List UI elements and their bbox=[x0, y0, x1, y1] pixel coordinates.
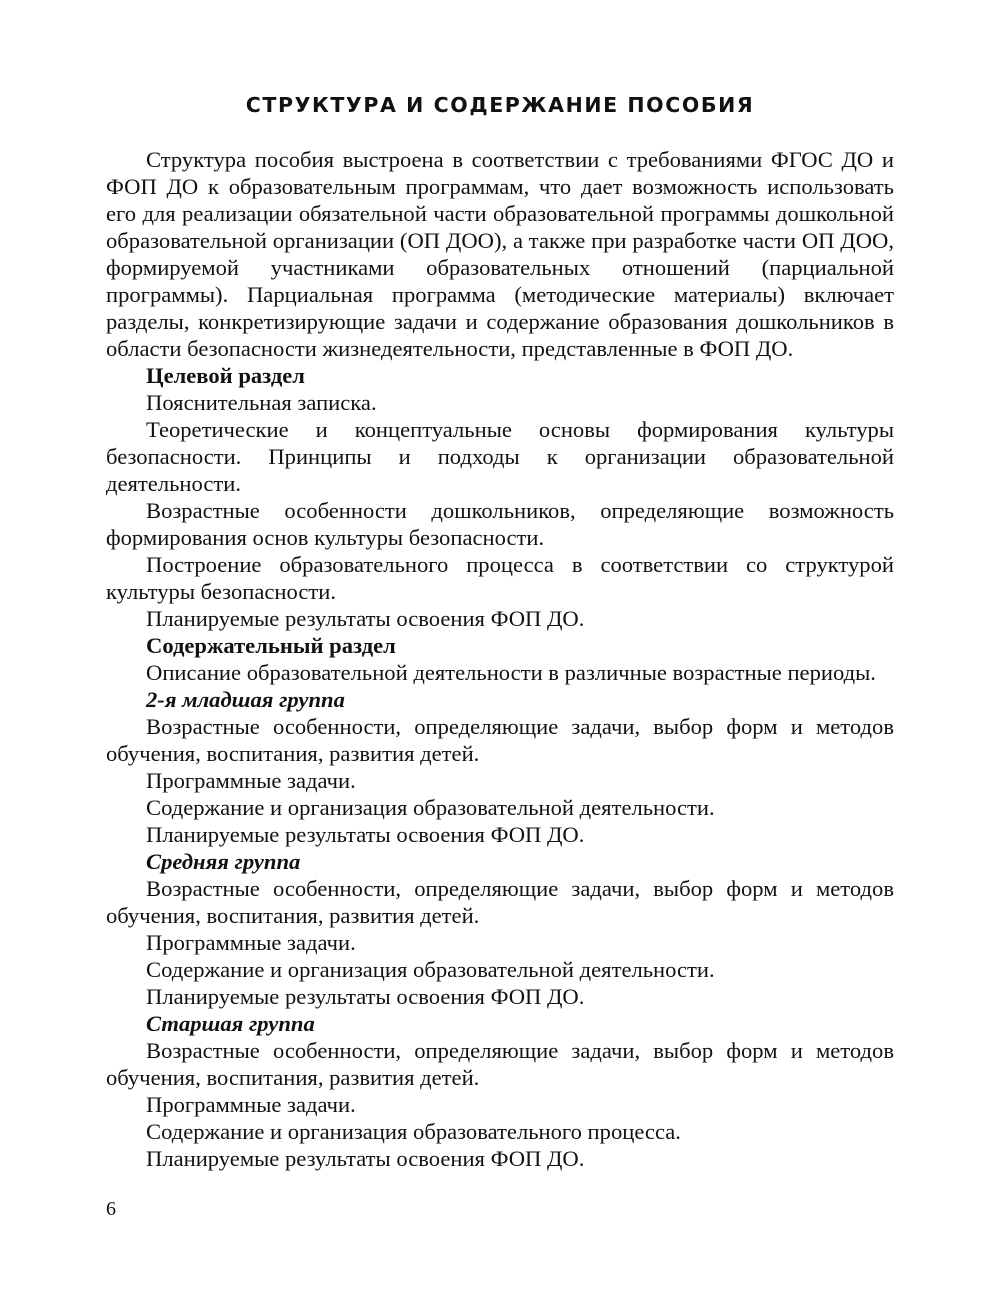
content-section-heading: Содержательный раздел bbox=[146, 633, 396, 658]
target-item: Теоретические и концептуальные основы формирования культуры безопасности. Принципы и подходы к организации образовательной деятельности. bbox=[106, 417, 894, 496]
group-item: Планируемые результаты освоения ФОП ДО. bbox=[146, 822, 585, 847]
group-item: Программные задачи. bbox=[146, 930, 356, 955]
group-item: Планируемые результаты освоения ФОП ДО. bbox=[146, 1146, 585, 1171]
group-item: Содержание и организация образовательной деятельности. bbox=[146, 795, 715, 820]
page-number: 6 bbox=[106, 1198, 116, 1220]
group-heading: Средняя группа bbox=[146, 849, 301, 874]
group-heading: Старшая группа bbox=[146, 1011, 315, 1036]
page-body bbox=[106, 146, 894, 1172]
intro-paragraph: Структура пособия выстроена в соответствии с требованиями ФГОС ДО и ФОП ДО к образовательным программам, что дает возможность использовать его для реализации обязательной части образовательной программы дошкольной образовательной организации (ОП ДОО), а также при разработке части ОП ДОО, формируемой участниками образовательных отношений (парциальной программы). Парциальная программа (методические материалы) включает разделы, конкретизирующие задачи и содержание образования дошкольников в области безопасности жизнедеятельности, представленные в ФОП ДО. bbox=[106, 147, 894, 361]
group-item: Содержание и организация образовательного процесса. bbox=[146, 1119, 681, 1144]
group-item: Возрастные особенности, определяющие задачи, выбор форм и методов обучения, воспитания, развития детей. bbox=[106, 876, 894, 928]
group-item: Программные задачи. bbox=[146, 768, 356, 793]
content-section-description: Описание образовательной деятельности в различные возрастные периоды. bbox=[146, 660, 876, 685]
group-item: Содержание и организация образовательной деятельности. bbox=[146, 957, 715, 982]
target-item: Пояснительная записка. bbox=[146, 390, 377, 415]
target-item: Построение образовательного процесса в соответствии со структурой культуры безопасности. bbox=[106, 552, 894, 604]
target-section-heading: Целевой раздел bbox=[146, 363, 305, 388]
group-item: Программные задачи. bbox=[146, 1092, 356, 1117]
group-item: Возрастные особенности, определяющие задачи, выбор форм и методов обучения, воспитания, развития детей. bbox=[106, 1038, 894, 1090]
group-item: Планируемые результаты освоения ФОП ДО. bbox=[146, 984, 585, 1009]
target-item: Возрастные особенности дошкольников, определяющие возможность формирования основ культуры безопасности. bbox=[106, 498, 894, 550]
group-heading: 2-я младшая группа bbox=[146, 687, 345, 712]
group-item: Возрастные особенности, определяющие задачи, выбор форм и методов обучения, воспитания, развития детей. bbox=[106, 714, 894, 766]
page-title: СТРУКТУРА И СОДЕРЖАНИЕ ПОСОБИЯ bbox=[245, 93, 755, 117]
target-item: Планируемые результаты освоения ФОП ДО. bbox=[146, 606, 585, 631]
